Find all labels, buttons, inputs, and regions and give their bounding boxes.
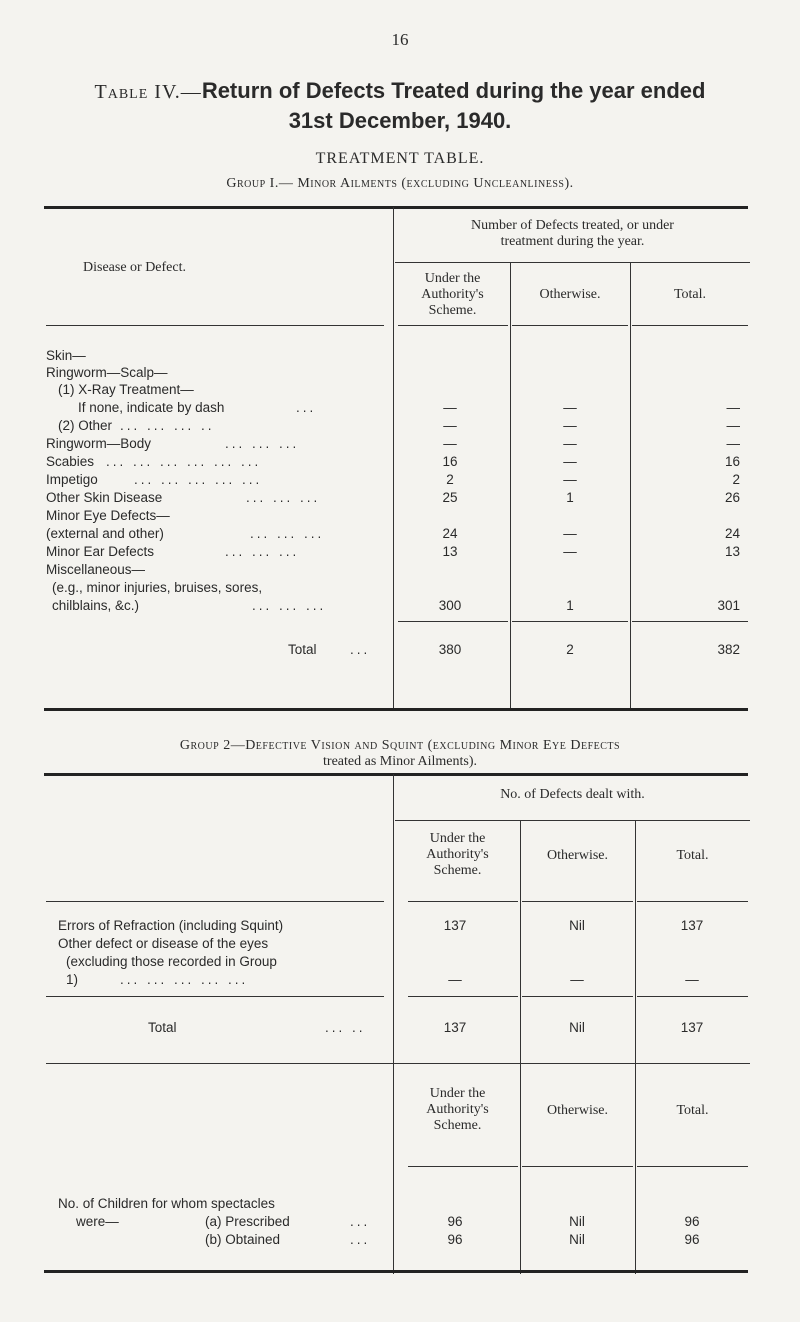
table-title (30, 78, 770, 104)
cell-otherwise: Nil (569, 1232, 585, 1247)
total-total: 137 (680, 1020, 704, 1035)
leader-dots: ... ... ... ... ... (134, 472, 263, 487)
spectacles-col-authority-header (395, 1086, 520, 1134)
group1-total-rule-c (632, 621, 748, 622)
group1-total-rule-a (398, 621, 508, 622)
col-authority-line3: Scheme. (433, 863, 482, 878)
row-label: Ringworm—Body (46, 436, 152, 451)
leader-dots: ... ... ... (225, 436, 300, 451)
group1-header-rule-a (46, 325, 384, 326)
cell-authority: 13 (442, 544, 458, 559)
cell-authority: 24 (442, 526, 458, 541)
row-label: chilblains, &c.) (52, 598, 140, 613)
cell-total: 24 (724, 526, 740, 541)
group2-col-total-header: Total. (676, 848, 709, 863)
row-label: (excluding those recorded in Group (66, 954, 277, 969)
col-span-line1: Number of Defects treated, or under (471, 218, 674, 233)
cell-otherwise: — (563, 436, 577, 451)
group1-top-rule (44, 206, 748, 209)
col-disease-header: Disease or Defect. (83, 260, 187, 275)
cell-authority: — (443, 400, 457, 415)
cell-total: — (726, 436, 740, 451)
leader-dots: ... (350, 642, 371, 657)
col-authority-line3: Scheme. (433, 1118, 482, 1133)
cell-total: 16 (724, 454, 740, 469)
table-title-prefix: Table IV.— (94, 81, 202, 103)
cell-total: 2 (732, 472, 740, 487)
spectacles-col-total-header: Total. (676, 1103, 709, 1118)
group2-header-rule-b (408, 901, 518, 902)
leader-dots: ... ... ... (246, 490, 321, 505)
col-authority-line3: Scheme. (428, 303, 477, 318)
cell-total: 13 (724, 544, 740, 559)
spectacles-col-otherwise-header: Otherwise. (546, 1103, 609, 1118)
row-label: Other Skin Disease (46, 490, 163, 505)
cell-otherwise: 1 (566, 598, 574, 613)
cell-total: 26 (724, 490, 740, 505)
group2-vrule-1b (393, 960, 394, 1024)
group1-vrule-3 (630, 263, 631, 708)
leader-dots: ... ... ... (225, 544, 300, 559)
leader-dots: ... ... ... (250, 526, 325, 541)
col-authority-line1: Under the (429, 831, 486, 846)
leader-dots: ... (350, 1232, 371, 1247)
cell-authority: 137 (443, 918, 467, 933)
row-label: Skin— (46, 348, 86, 363)
total-authority: 380 (438, 642, 462, 657)
row-label: Miscellaneous— (46, 562, 146, 577)
group2-vrule-2 (520, 821, 521, 961)
group2-heading (30, 738, 770, 770)
group2-total-rule-b (408, 996, 518, 997)
cell-otherwise: — (563, 418, 577, 433)
row-label: 1) (66, 972, 79, 987)
group1-subheader-rule (395, 262, 750, 263)
col-authority-line1: Under the (429, 1086, 486, 1101)
total-authority: 137 (443, 1020, 467, 1035)
leader-dots: ... ... ... (252, 598, 327, 613)
group2-vrule-1 (393, 774, 394, 961)
cell-authority: — (443, 418, 457, 433)
cell-authority: — (443, 436, 457, 451)
group1-total-rule-b (512, 621, 628, 622)
cell-total: 96 (684, 1232, 700, 1247)
cell-authority: 25 (442, 490, 458, 505)
group1-header-rule-d (632, 325, 748, 326)
spectacles-top-rule (46, 1063, 750, 1064)
group2-heading-line1: Group 2—Defective Vision and Squint (excluding Minor Eye Defects (179, 738, 621, 753)
col-span-line2: treatment during the year. (500, 234, 645, 249)
row-label: Impetigo (46, 472, 98, 487)
cell-otherwise: 1 (566, 490, 574, 505)
col-total-header: Total. (673, 287, 707, 302)
row-label: Minor Eye Defects— (46, 508, 170, 523)
group2-total-rule-a (46, 996, 384, 997)
treatment-table-subtitle: TREATMENT TABLE. (315, 150, 485, 167)
group1-heading: Group I.— Minor Ailments (excluding Uncleanliness). (226, 176, 574, 191)
group2-col-span-header: No. of Defects dealt with. (500, 787, 645, 802)
group1-vrule-2 (510, 263, 511, 708)
table-title-main: Return of Defects Treated during the year ended (201, 78, 706, 103)
group2-total-rule-c (522, 996, 633, 997)
cell-authority: 96 (447, 1232, 463, 1247)
row-label: Errors of Refraction (including Squint) (58, 918, 284, 933)
cell-otherwise: — (563, 454, 577, 469)
group2-vrule-2c (520, 1024, 521, 1274)
group2-top-rule (44, 773, 748, 776)
group2-header-rule-d (637, 901, 748, 902)
leader-dots: ... (350, 1214, 371, 1229)
row-label: (e.g., minor injuries, bruises, sores, (52, 580, 263, 595)
cell-otherwise: — (563, 544, 577, 559)
cell-total: — (726, 418, 740, 433)
group2-vrule-3c (635, 1024, 636, 1274)
cell-authority: — (448, 972, 462, 987)
group2-total-rule-d (637, 996, 748, 997)
row-label: Scabies (46, 454, 95, 469)
cell-total: 137 (680, 918, 704, 933)
leader-dots: ... ... ... ... ... ... (106, 454, 262, 469)
total-label: Total (148, 1020, 177, 1035)
group2-vrule-3b (635, 960, 636, 1024)
group2-header-rule-a (46, 901, 384, 902)
row-label: If none, indicate by dash (78, 400, 225, 415)
cell-otherwise: — (570, 972, 584, 987)
cell-authority: 2 (446, 472, 454, 487)
cell-total: 301 (717, 598, 740, 613)
col-authority-line2: Authority's (421, 287, 484, 302)
col-otherwise-header: Otherwise. (539, 287, 601, 302)
total-total: 382 (717, 642, 740, 657)
group2-col-otherwise-header: Otherwise. (546, 848, 609, 863)
row-label: (b) Obtained (205, 1232, 281, 1247)
row-label: (a) Prescribed (205, 1214, 290, 1229)
page-number: 16 (391, 30, 409, 49)
cell-total: 96 (684, 1214, 700, 1229)
table-title-line2: 31st December, 1940. (288, 108, 512, 133)
cell-otherwise: — (563, 526, 577, 541)
group2-bottom-rule (44, 1270, 748, 1273)
col-authority-header (395, 271, 510, 319)
cell-otherwise: Nil (569, 918, 585, 933)
total-otherwise: 2 (566, 642, 574, 657)
group1-vrule-1 (393, 207, 394, 708)
group1-bottom-rule (44, 708, 748, 711)
group2-col-authority-header (395, 831, 520, 879)
leader-dots: ... .. (325, 1020, 366, 1035)
cell-total: — (726, 400, 740, 415)
group2-vrule-2b (520, 960, 521, 1024)
total-label: Total (288, 642, 317, 657)
leader-dots: ... ... ... .. (120, 418, 215, 433)
row-label: Other defect or disease of the eyes (58, 936, 269, 951)
total-otherwise: Nil (569, 1020, 585, 1035)
group2-vrule-1c (393, 1024, 394, 1274)
spectacles-header-rule-b (408, 1166, 518, 1167)
row-label: (1) X-Ray Treatment— (58, 382, 194, 397)
cell-authority: 96 (447, 1214, 463, 1229)
row-label: (2) Other (58, 418, 113, 433)
group1-header-rule-b (398, 325, 508, 326)
spectacles-header-rule-d (637, 1166, 748, 1167)
cell-otherwise: Nil (569, 1214, 585, 1229)
cell-otherwise: — (563, 400, 577, 415)
group2-heading-line2: treated as Minor Ailments). (323, 754, 477, 769)
col-authority-line2: Authority's (426, 1102, 489, 1117)
group2-header-rule-c (522, 901, 633, 902)
cell-authority: 300 (438, 598, 462, 613)
cell-otherwise: — (563, 472, 577, 487)
leader-dots: ... (296, 400, 317, 415)
cell-authority: 16 (442, 454, 458, 469)
row-label: Minor Ear Defects (46, 544, 155, 559)
spectacles-were-label: were— (76, 1214, 119, 1229)
col-span-header (395, 218, 750, 250)
spectacles-header-rule-c (522, 1166, 633, 1167)
leader-dots: ... ... ... ... ... (120, 972, 249, 987)
col-authority-line2: Authority's (426, 847, 489, 862)
cell-total: — (685, 972, 699, 987)
group1-header-rule-c (512, 325, 628, 326)
group2-subheader-rule (395, 820, 750, 821)
group2-vrule-3 (635, 821, 636, 961)
row-label: (external and other) (46, 526, 164, 541)
row-label: Ringworm—Scalp— (46, 365, 168, 380)
col-authority-line1: Under the (424, 271, 481, 286)
spectacles-label: No. of Children for whom spectacles (58, 1196, 275, 1211)
